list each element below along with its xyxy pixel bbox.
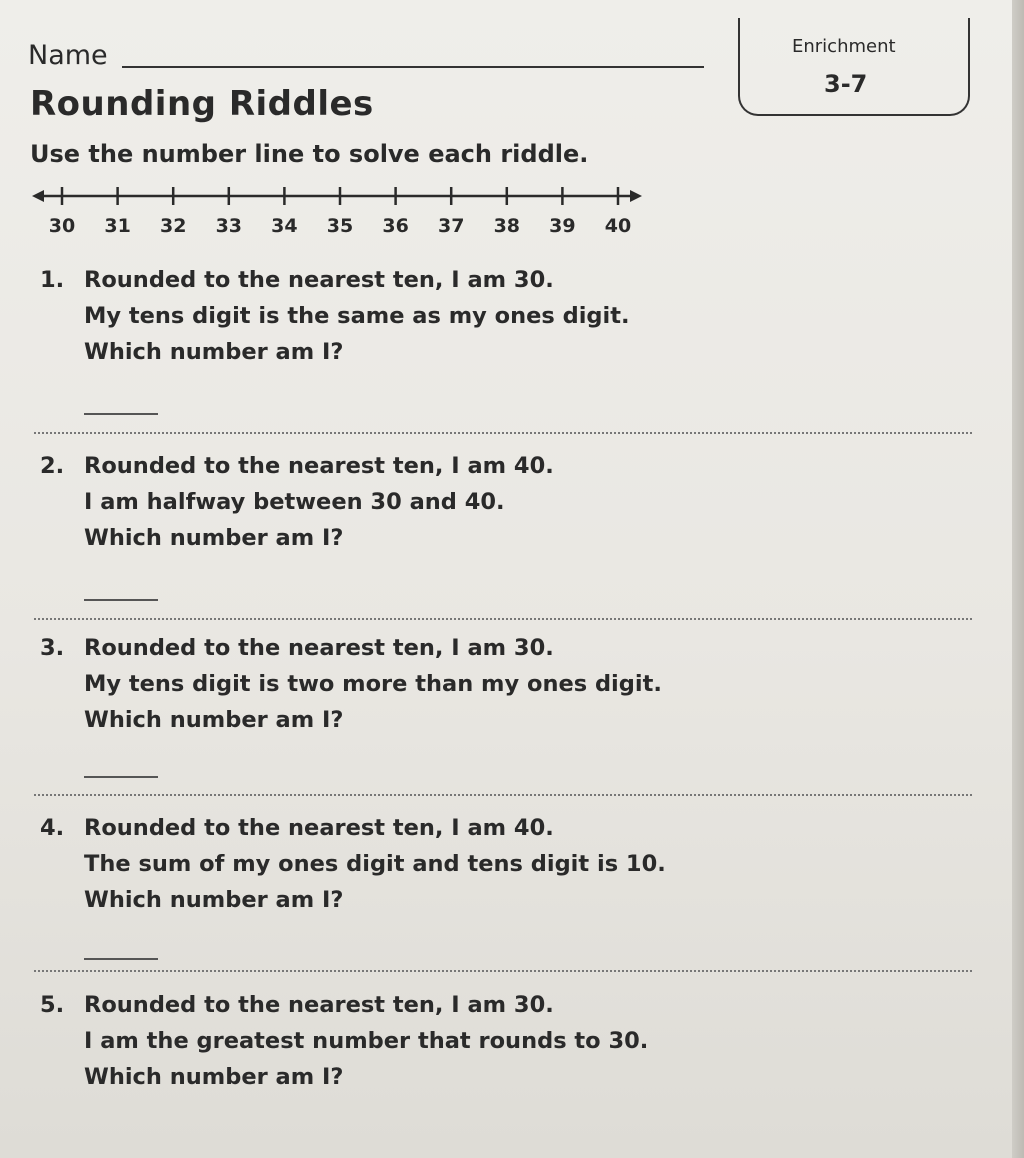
- riddle-line: My tens digit is the same as my ones digit.: [84, 303, 630, 329]
- divider: [34, 432, 972, 434]
- riddle-line: Rounded to the nearest ten, I am 30.: [84, 635, 554, 661]
- riddle-line: Which number am I?: [84, 707, 344, 733]
- number-line-label: 39: [549, 215, 576, 237]
- number-line-axis: [32, 190, 642, 202]
- number-line-label: 40: [604, 215, 632, 237]
- riddle-line: Which number am I?: [84, 525, 344, 551]
- riddle-line: Rounded to the nearest ten, I am 40.: [84, 815, 554, 841]
- enrichment-label: Enrichment: [792, 36, 896, 57]
- riddle-line: Rounded to the nearest ten, I am 30.: [84, 267, 554, 293]
- riddle-1: [40, 262, 980, 370]
- riddle-4: [40, 810, 980, 918]
- number-line-label: 36: [382, 215, 409, 237]
- number-line-label: 34: [271, 215, 298, 237]
- number-line-label: 38: [493, 215, 521, 237]
- riddle-5: [40, 987, 980, 1095]
- answer-blank-2[interactable]: [84, 599, 158, 601]
- riddle-number: 4.: [40, 815, 65, 841]
- riddle-line: My tens digit is two more than my ones digit.: [84, 671, 662, 697]
- riddle-line: I am the greatest number that rounds to 30.: [84, 1028, 649, 1054]
- answer-blank-3[interactable]: [84, 776, 158, 778]
- riddle-number: 2.: [40, 453, 65, 479]
- number-line: [30, 180, 650, 244]
- riddle-line: Which number am I?: [84, 1064, 344, 1090]
- riddle-line: Which number am I?: [84, 339, 344, 365]
- right-arrow-icon: [630, 190, 642, 202]
- page-edge: [1012, 0, 1024, 1158]
- answer-blank-1[interactable]: [84, 413, 158, 415]
- riddle-number: 1.: [40, 267, 65, 293]
- riddle-2: [40, 448, 980, 556]
- riddle-3: [40, 630, 980, 738]
- riddle-number: 3.: [40, 635, 65, 661]
- number-line-label: 33: [215, 215, 243, 237]
- divider: [34, 970, 972, 972]
- name-field[interactable]: [122, 66, 704, 68]
- divider: [34, 618, 972, 620]
- riddle-line: The sum of my ones digit and tens digit is 10.: [84, 851, 666, 877]
- riddle-number: 5.: [40, 992, 65, 1018]
- divider: [34, 794, 972, 796]
- riddle-line: Which number am I?: [84, 887, 344, 913]
- riddle-line: I am halfway between 30 and 40.: [84, 489, 505, 515]
- answer-blank-4[interactable]: [84, 958, 158, 960]
- name-label: Name: [28, 40, 108, 71]
- lesson-number: 3-7: [824, 70, 868, 98]
- number-line-label: 32: [159, 215, 187, 237]
- number-line-label: 31: [104, 215, 131, 237]
- number-line-label: 35: [326, 215, 354, 237]
- number-line-label: 37: [437, 215, 465, 237]
- instructions: Use the number line to solve each riddle.: [30, 140, 589, 168]
- page-title: Rounding Riddles: [30, 84, 374, 124]
- riddle-line: Rounded to the nearest ten, I am 40.: [84, 453, 554, 479]
- left-arrow-icon: [32, 190, 44, 202]
- enrichment-box: [738, 18, 970, 116]
- riddle-line: Rounded to the nearest ten, I am 30.: [84, 992, 554, 1018]
- number-line-label: 30: [48, 215, 76, 237]
